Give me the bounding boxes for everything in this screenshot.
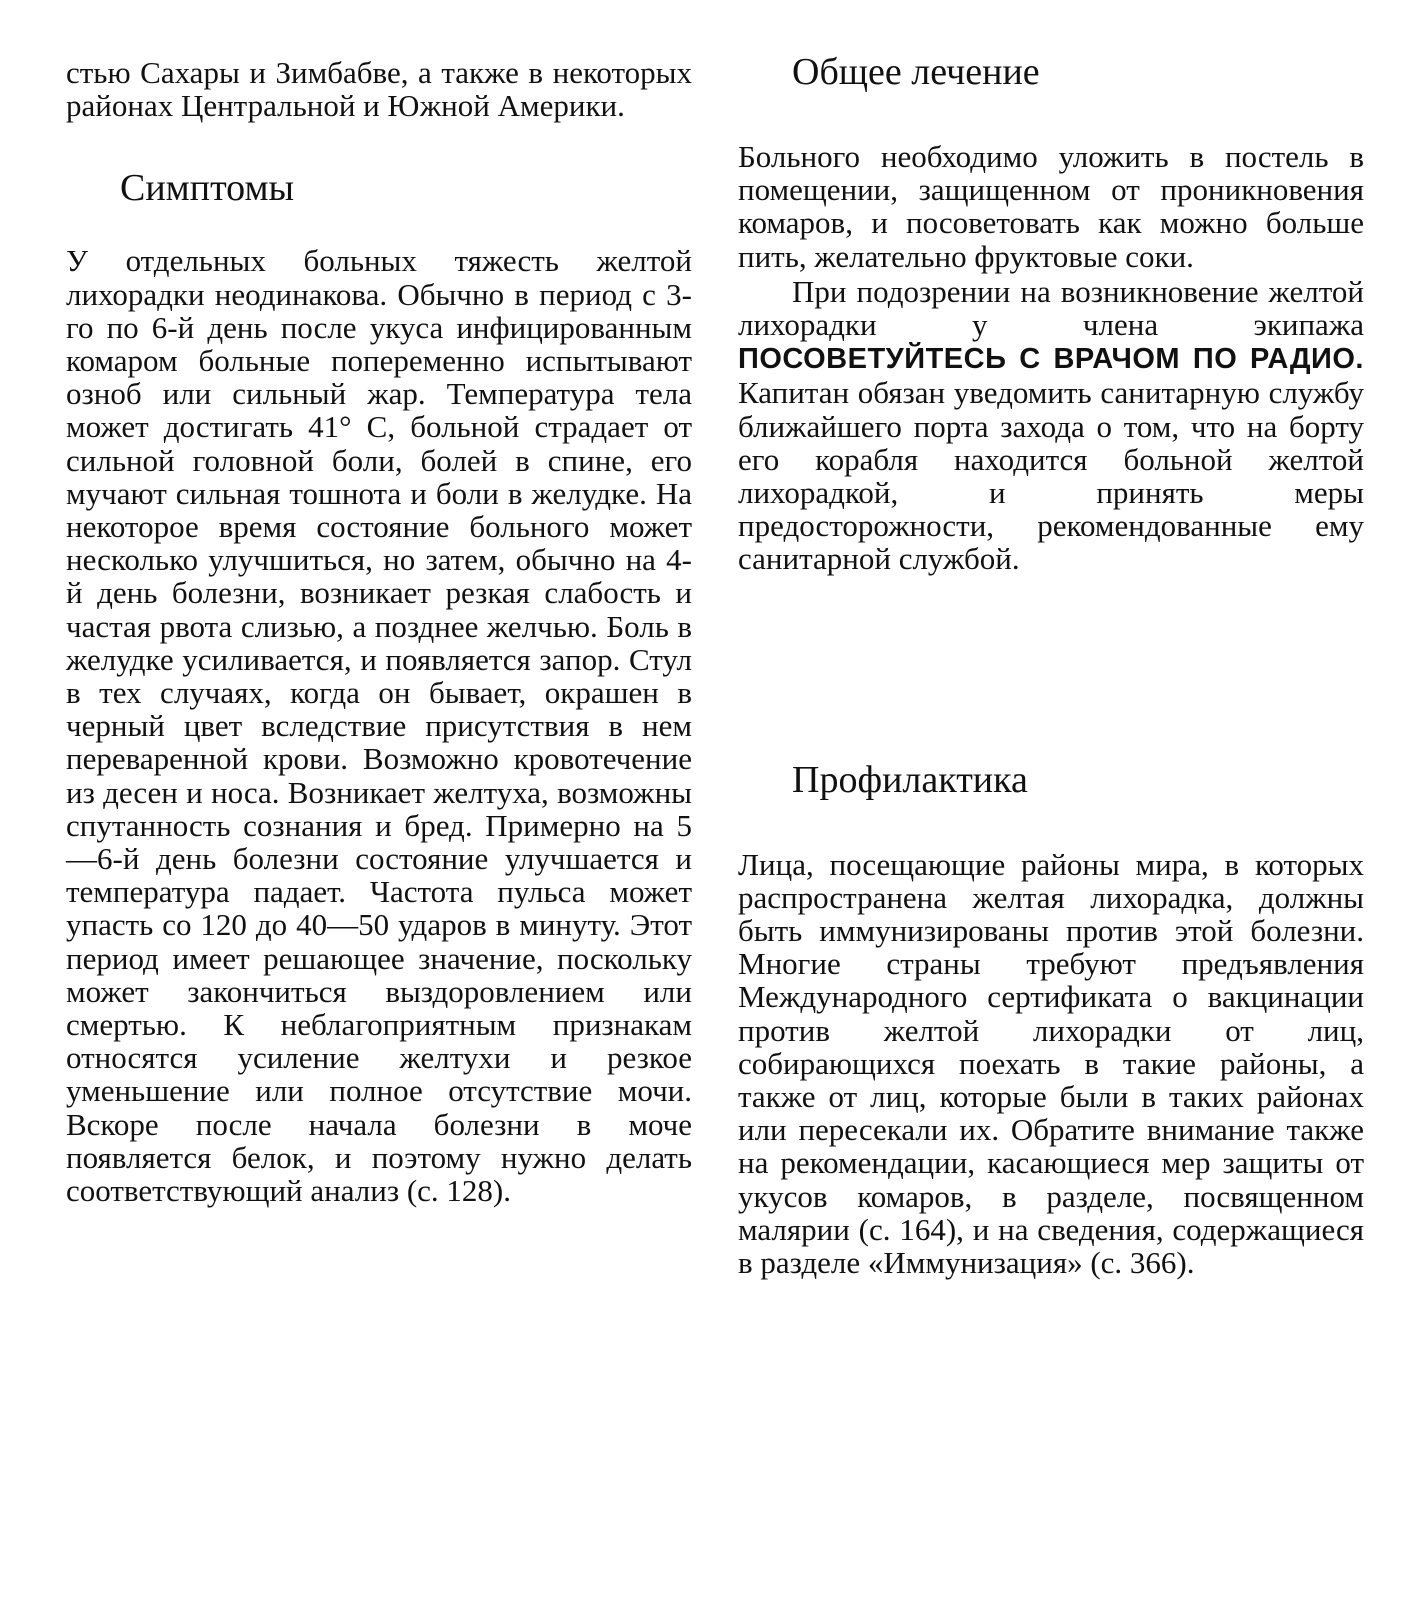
symptoms-paragraph: У отдельных больных тяжесть желтой лихорадки неодинакова. Обычно в период с 3-го по 6-й день после укуса инфицированным комаром больные попеременно испытывают озноб или сильный жар. Температура тела может достигать 41° С, больной страдает от сильной головной боли, болей в спине, его мучают сильная тошнота и боли в желудке. На некоторое время состояние больного может несколько улучшиться, но затем, обычно на 4-й день болезни, возникает резкая слабость и частая рвота слизью, а позднее желчью. Боль в желудке усиливается, и появляется запор. Стул в тех случаях, когда он бывает, окрашен в черный цвет вследствие присутствия в нем переваренной крови. Возможно кровотечение из десен и носа. Возникает желтуха, возможны спутанность сознания и бред. Примерно на 5—6-й день болезни состояние улучшается и температура падает. Частота пульса может упасть со 120 до 40—50 ударов в минуту. Этот период имеет решающее значение, поскольку может закончиться выздоровлением или смертью. К неблагоприятным признакам относятся усиление желтухи и резкое уменьшение или полное отсутствие мочи. Вскоре после начала болезни в моче появляется белок, и поэтому нужно делать соответствующий анализ (с. 128). — [66, 243, 692, 1209]
prevention-heading: Профилактика — [792, 758, 1028, 801]
treatment-paragraph-2-lead: При подозрении на возникновение желтой лихорадки у члена экипажа — [738, 273, 1364, 343]
symptoms-heading: Симптомы — [120, 167, 295, 210]
right-column — [738, 48, 1364, 1279]
left-column — [66, 48, 692, 1207]
prevention-paragraph: Лица, посещающие районы мира, в которых распространена желтая лихорадка, должны быть иммунизированы против этой болезни. Многие страны требуют предъявления Международного сертификата о вакцинации против желтой лихорадки от лиц, собирающихся поехать в такие районы, а также от лиц, которые были в таких районах или пересекали их. Обратите внимание также на рекомендации, касающиеся мер защиты от укусов комаров, в разделе, посвященном малярии (с. 164), и на сведения, содержащиеся в разделе «Иммунизация» (с. 366). — [738, 846, 1364, 1281]
radio-consult-instruction: ПОСОВЕТУЙТЕСЬ С ВРАЧОМ ПО РАДИО. — [738, 343, 1364, 376]
treatment-paragraph-2-rest: Капитан обязан уведомить санитарную службу ближайшего порта захода о том, что на борту его корабля находится больной желтой лихорадкой, и принять меры предосторожности, рекомендованные ему санитарной службой. — [738, 375, 1364, 577]
treatment-paragraph-1: Больного необходимо уложить в постель в помещении, защищенном от проникновения комаров, и посоветовать как можно больше пить, желательно фруктовые соки. — [738, 139, 1364, 274]
treatment-heading: Общее лечение — [792, 51, 1040, 93]
treatment-paragraph-2 — [738, 275, 1364, 576]
intro-paragraph: стью Сахары и Зимбабве, а также в некоторых районах Центральной и Южной Америки. — [66, 55, 692, 124]
